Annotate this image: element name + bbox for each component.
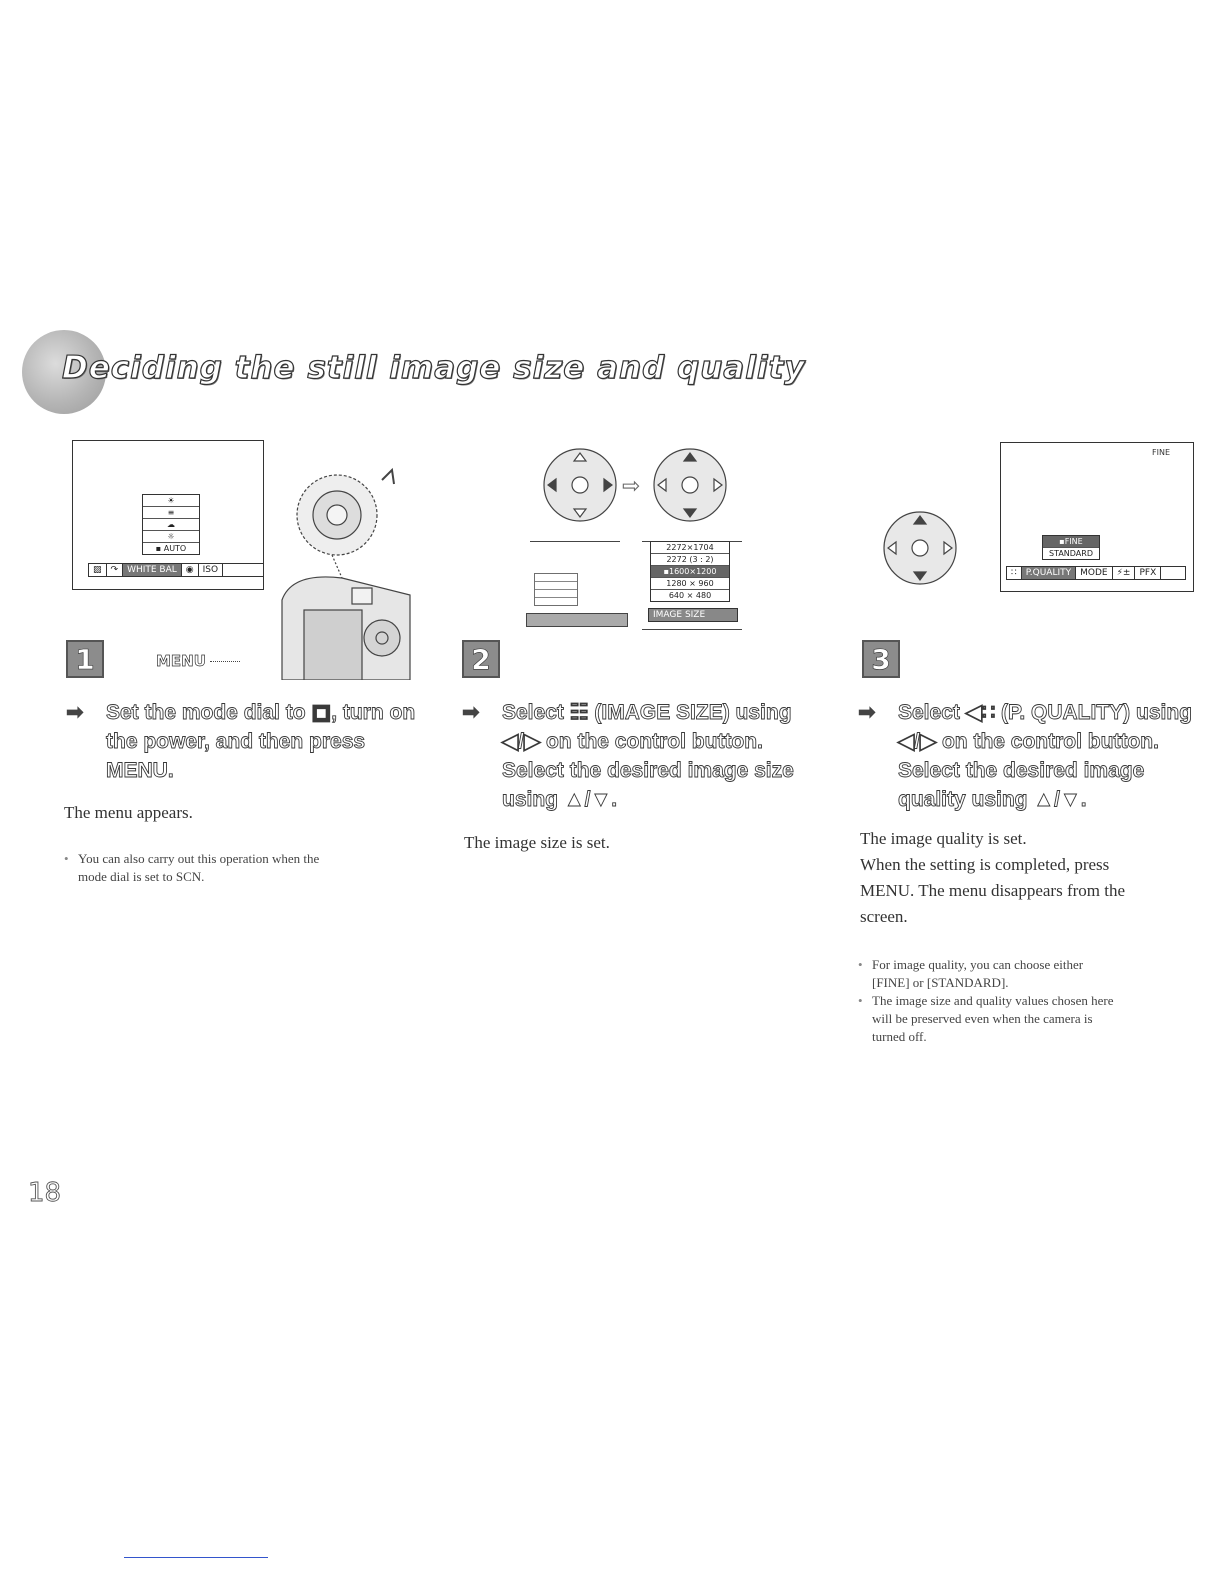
step1-body: The menu appears. xyxy=(64,803,193,822)
note-item xyxy=(858,992,1208,1046)
note-line: will be preserved even when the camera is xyxy=(872,1011,1093,1026)
menu-tab: ▨ xyxy=(89,564,107,576)
image-size-list xyxy=(650,541,730,602)
wb-option: ≡ xyxy=(143,507,199,519)
menu-tab-selected: P.QUALITY xyxy=(1022,567,1076,579)
step-badge: 3 xyxy=(862,640,900,678)
arrow-right-icon: ➡ xyxy=(462,701,480,724)
note-line: mode dial is set to SCN. xyxy=(78,869,205,884)
note-line: [FINE] or [STANDARD]. xyxy=(872,975,1009,990)
arrow-right-icon: ➡ xyxy=(858,701,876,724)
menu-callout-label: MENU xyxy=(156,652,206,670)
body-line: screen. xyxy=(860,907,908,926)
instruction-line: Select ☷ (IMAGE SIZE) using xyxy=(502,701,792,724)
bullet-icon: • xyxy=(858,957,863,972)
step3-body xyxy=(860,826,1200,930)
step-badge: 1 xyxy=(66,640,104,678)
wb-option: ☀ xyxy=(143,495,199,507)
quality-corner-label: FINE xyxy=(1152,448,1170,457)
menu-callout-line xyxy=(210,661,240,662)
note-line: For image quality, you can choose either xyxy=(872,957,1084,972)
image-size-bar xyxy=(648,608,738,622)
size-option: 640 × 480 xyxy=(668,591,712,600)
wb-option: ▪ AUTO xyxy=(155,544,187,553)
page-number: 18 xyxy=(28,1178,62,1208)
body-line: The image quality is set. xyxy=(860,829,1027,848)
menu-tab: ISO xyxy=(199,564,223,576)
control-button-icon xyxy=(650,445,730,525)
arrow-right-icon: ➡ xyxy=(66,701,84,724)
size-option: 2272 (3 : 2) xyxy=(651,554,729,566)
note-line: turned off. xyxy=(872,1029,927,1044)
step1-note xyxy=(64,850,424,886)
step1-instruction xyxy=(66,698,426,785)
menu-bar xyxy=(1006,566,1186,580)
instruction-line: Select the desired image xyxy=(898,759,1145,782)
instruction-line: quality using ▲/▼. xyxy=(898,788,1087,811)
step2-illustration xyxy=(520,445,780,635)
note-line: You can also carry out this operation when the xyxy=(78,851,320,866)
step3-instruction xyxy=(858,698,1208,814)
size-option: 1280 × 960 xyxy=(651,578,729,590)
menu-tab: PFX xyxy=(1135,567,1161,579)
instruction-line: the power, and then press xyxy=(106,730,366,753)
mini-menu-bar xyxy=(526,613,628,627)
divider-line xyxy=(530,541,620,542)
arrow-right-icon: ⇨ xyxy=(622,473,641,498)
quality-option: STANDARD xyxy=(1048,549,1093,558)
size-option: 2272×1704 xyxy=(651,542,729,554)
menu-tab: ↷ xyxy=(107,564,124,576)
menu-tab: ◉ xyxy=(182,564,199,576)
image-size-bar-label: IMAGE SIZE xyxy=(653,610,706,620)
bullet-icon: • xyxy=(858,993,863,1008)
menu-tab: ∷ xyxy=(1007,567,1022,579)
menu-tab-selected: WHITE BAL xyxy=(123,564,182,576)
wb-option: ☁ xyxy=(143,519,199,531)
menu-tab: ⚡± xyxy=(1113,567,1136,579)
page-title: Deciding the still image size and quality xyxy=(62,350,806,386)
instruction-line: ◀/▶ on the control button. xyxy=(898,730,1159,753)
mini-size-list xyxy=(534,573,578,606)
step3-illustration xyxy=(880,440,1200,610)
body-line: When the setting is completed, press xyxy=(860,855,1110,874)
step2-body: The image size is set. xyxy=(464,833,610,852)
instruction-line: ◀/▶ on the control button. xyxy=(502,730,763,753)
bullet-icon: • xyxy=(64,851,69,866)
step3-notes xyxy=(858,956,1208,1046)
control-button-icon xyxy=(880,508,960,588)
note-line: The image size and quality values chosen here xyxy=(872,993,1114,1008)
instruction-line: MENU. xyxy=(106,759,174,782)
quality-option-selected: ▪FINE xyxy=(1043,536,1099,548)
size-option-selected: ▪1600×1200 xyxy=(651,566,729,578)
step2-instruction xyxy=(462,698,842,814)
instruction-line: Set the mode dial to ▣, turn on xyxy=(106,701,416,724)
divider-line xyxy=(642,629,742,630)
white-balance-list xyxy=(142,494,200,555)
control-button-icon xyxy=(540,445,620,525)
menu-tab: MODE xyxy=(1076,567,1112,579)
step1-illustration xyxy=(72,440,412,680)
quality-list xyxy=(1042,535,1100,560)
instruction-line: using ▲/▼. xyxy=(502,788,618,811)
note-item xyxy=(858,956,1208,992)
instruction-line: Select the desired image size xyxy=(502,759,794,782)
instruction-line: Select ◀∷ (P. QUALITY) using xyxy=(898,701,1192,724)
camera-sketch xyxy=(222,460,412,680)
footer-link-line xyxy=(124,1557,268,1558)
wb-option: ☼ xyxy=(143,531,199,543)
body-line: MENU. The menu disappears from the xyxy=(860,881,1126,900)
step-badge: 2 xyxy=(462,640,500,678)
